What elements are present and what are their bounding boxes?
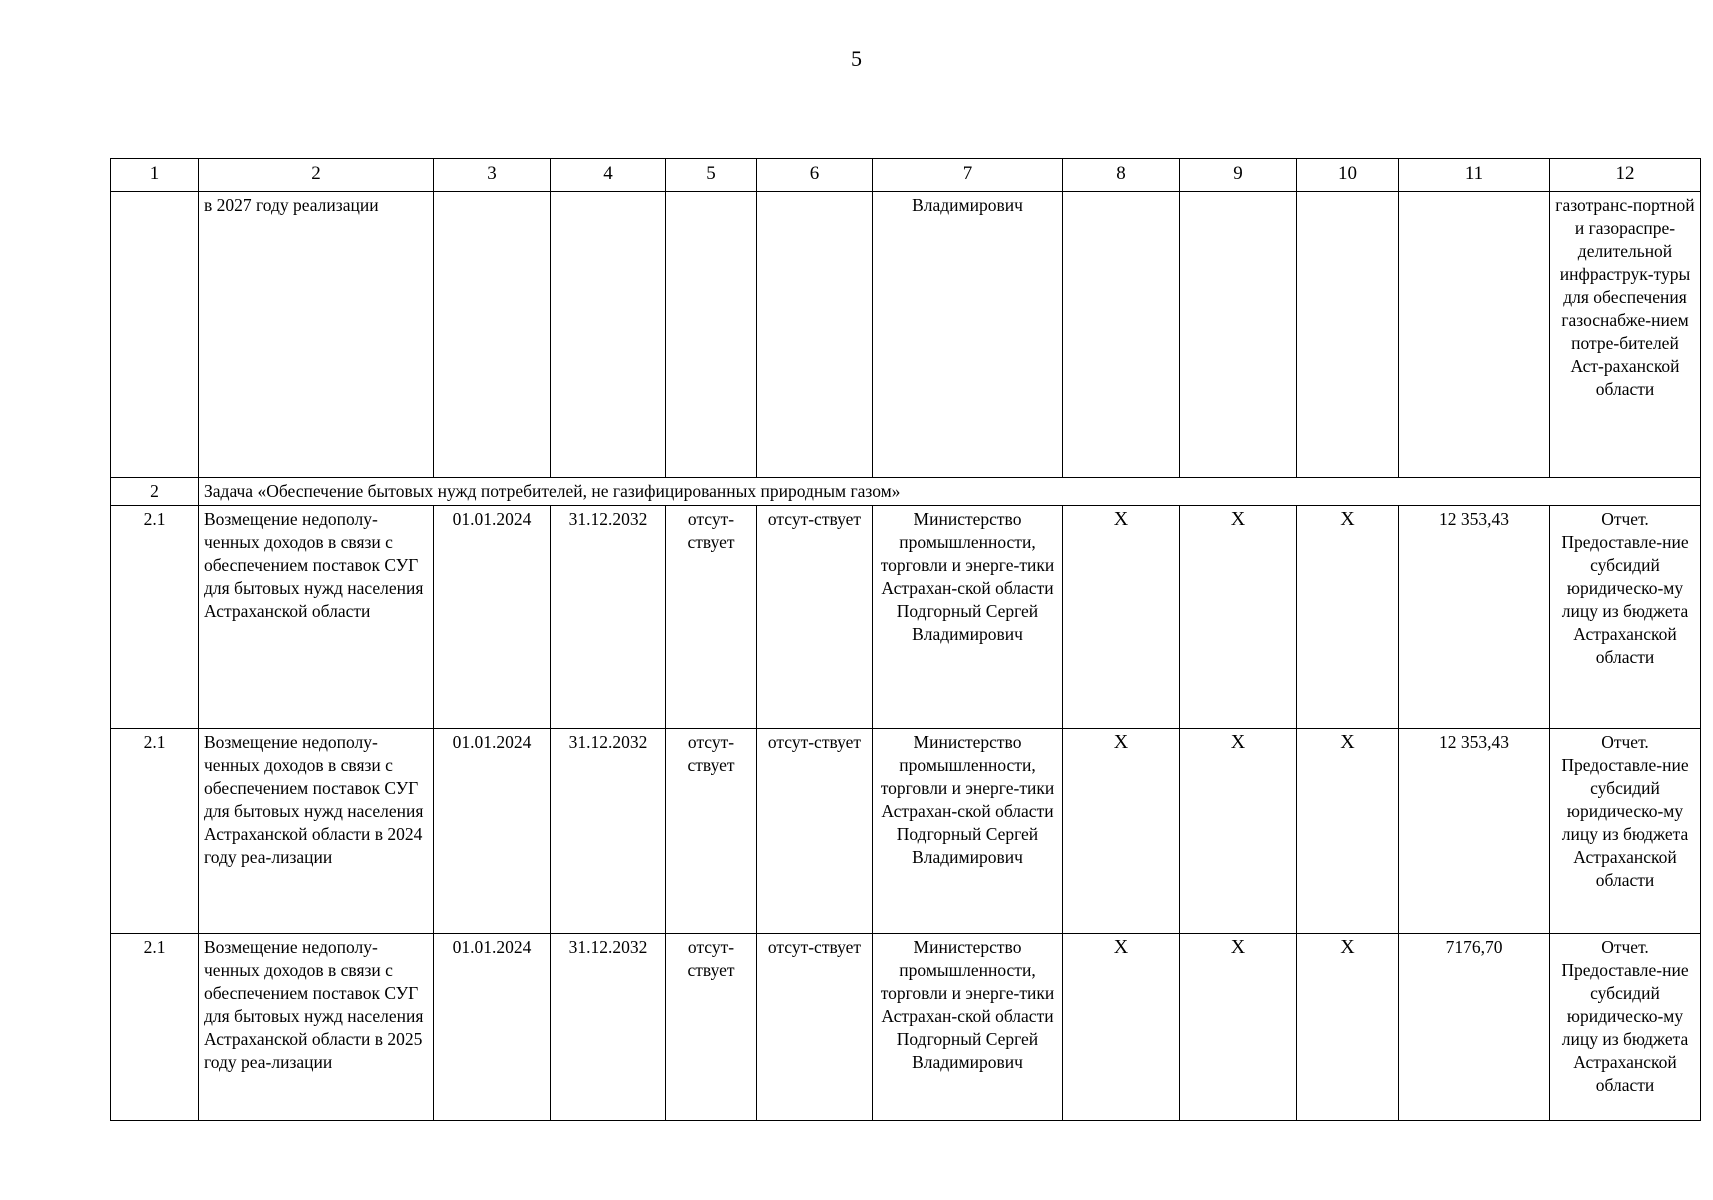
header-cell-6: 6 xyxy=(757,159,873,192)
cell-amount: 12 353,43 xyxy=(1399,729,1550,934)
task-number: 2 xyxy=(111,478,199,506)
table-row xyxy=(111,729,1701,934)
cell-responsible: Министерство промышленности, торговли и энерге-тики Астрахан-ской области Подгорный Сергей Владимирович xyxy=(873,729,1063,934)
cell-amount xyxy=(1399,192,1550,478)
cell-name: Возмещение недополу-ченных доходов в связи с обеспечением поставок СУГ для бытовых нужд населения Астраханской области xyxy=(199,506,434,729)
cell-col8: Х xyxy=(1063,729,1180,934)
task-title: Задача «Обеспечение бытовых нужд потребителей, не газифицированных природным газом» xyxy=(199,478,1701,506)
cell-result: Отчет. Предоставле-ние субсидий юридическо-му лицу из бюджета Астраханской области xyxy=(1550,506,1701,729)
cell-col6: отсут-ствует xyxy=(757,934,873,1121)
continuation-row xyxy=(111,192,1701,478)
header-cell-2: 2 xyxy=(199,159,434,192)
header-cell-8: 8 xyxy=(1063,159,1180,192)
cell-number: 2.1 xyxy=(111,506,199,729)
table-row xyxy=(111,934,1701,1121)
cell-col5: отсут-ствует xyxy=(666,729,757,934)
cell-number: 2.1 xyxy=(111,729,199,934)
header-cell-12: 12 xyxy=(1550,159,1701,192)
cell-start: 01.01.2024 xyxy=(434,729,551,934)
cell-end xyxy=(551,192,666,478)
cell-col5 xyxy=(666,192,757,478)
cell-col5: отсут-ствует xyxy=(666,506,757,729)
cell-col10: Х xyxy=(1297,729,1399,934)
cell-col8: Х xyxy=(1063,934,1180,1121)
header-cell-1: 1 xyxy=(111,159,199,192)
header-cell-11: 11 xyxy=(1399,159,1550,192)
header-cell-10: 10 xyxy=(1297,159,1399,192)
cell-responsible: Министерство промышленности, торговли и энерге-тики Астрахан-ской области Подгорный Сергей Владимирович xyxy=(873,934,1063,1121)
cell-responsible: Владимирович xyxy=(873,192,1063,478)
header-row xyxy=(111,159,1701,192)
header-cell-4: 4 xyxy=(551,159,666,192)
cell-responsible: Министерство промышленности, торговли и энерге-тики Астрахан-ской области Подгорный Сергей Владимирович xyxy=(873,506,1063,729)
header-cell-3: 3 xyxy=(434,159,551,192)
cell-result: Отчет. Предоставле-ние субсидий юридическо-му лицу из бюджета Астраханской области xyxy=(1550,934,1701,1121)
cell-name: Возмещение недополу-ченных доходов в связи с обеспечением поставок СУГ для бытовых нужд населения Астраханской области в 2024 году реа-лизации xyxy=(199,729,434,934)
cell-col10 xyxy=(1297,192,1399,478)
task-row xyxy=(111,478,1701,506)
cell-start: 01.01.2024 xyxy=(434,934,551,1121)
cell-col10: Х xyxy=(1297,506,1399,729)
cell-col9: Х xyxy=(1180,506,1297,729)
cell-col6: отсут-ствует xyxy=(757,729,873,934)
measures-table xyxy=(110,158,1701,1121)
cell-end: 31.12.2032 xyxy=(551,506,666,729)
cell-col8: Х xyxy=(1063,506,1180,729)
cell-end: 31.12.2032 xyxy=(551,729,666,934)
table-row xyxy=(111,506,1701,729)
cell-number xyxy=(111,192,199,478)
header-cell-5: 5 xyxy=(666,159,757,192)
cell-result: Отчет. Предоставле-ние субсидий юридическо-му лицу из бюджета Астраханской области xyxy=(1550,729,1701,934)
cell-name: в 2027 году реализации xyxy=(199,192,434,478)
cell-start xyxy=(434,192,551,478)
cell-start: 01.01.2024 xyxy=(434,506,551,729)
page-number: 5 xyxy=(851,46,862,71)
cell-col9: Х xyxy=(1180,934,1297,1121)
cell-end: 31.12.2032 xyxy=(551,934,666,1121)
cell-amount: 12 353,43 xyxy=(1399,506,1550,729)
cell-amount: 7176,70 xyxy=(1399,934,1550,1121)
cell-col10: Х xyxy=(1297,934,1399,1121)
cell-col8 xyxy=(1063,192,1180,478)
header-cell-9: 9 xyxy=(1180,159,1297,192)
header-cell-7: 7 xyxy=(873,159,1063,192)
cell-col9 xyxy=(1180,192,1297,478)
cell-col5: отсут-ствует xyxy=(666,934,757,1121)
cell-result: газотранс-портной и газораспре-делительной инфраструк-туры для обеспечения газоснабже-нием потре-бителей Аст-раханской области xyxy=(1550,192,1701,478)
cell-col9: Х xyxy=(1180,729,1297,934)
cell-name: Возмещение недополу-ченных доходов в связи с обеспечением поставок СУГ для бытовых нужд населения Астраханской области в 2025 году реа-лизации xyxy=(199,934,434,1121)
cell-col6 xyxy=(757,192,873,478)
cell-number: 2.1 xyxy=(111,934,199,1121)
cell-col6: отсут-ствует xyxy=(757,506,873,729)
